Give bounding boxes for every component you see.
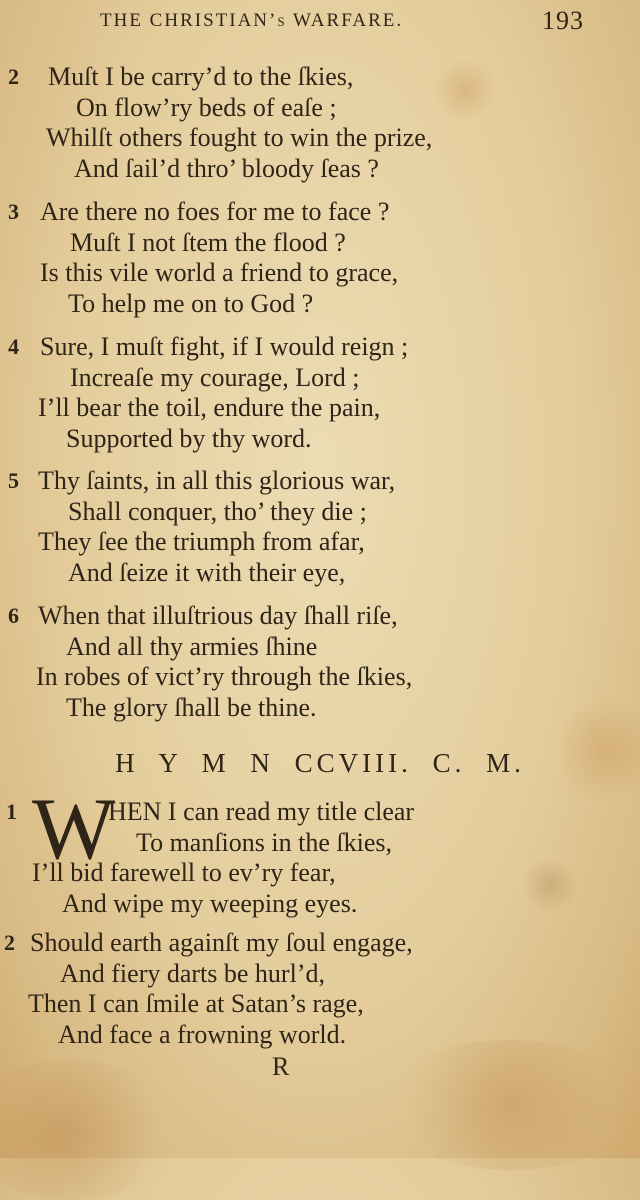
hymn-verse-2 bbox=[0, 928, 640, 1050]
running-head: THE CHRISTIAN’s WARFARE. bbox=[100, 10, 404, 31]
verse-line: And ſail’d thro’ bloody ſeas ? bbox=[74, 153, 379, 183]
verse-line: And all thy armies ſhine bbox=[66, 631, 318, 661]
verse-line: Should earth againſt my ſoul engage, bbox=[30, 928, 413, 957]
verse-line: The glory ſhall be thine. bbox=[66, 692, 317, 722]
verse-line: I’ll bear the toil, endure the pain, bbox=[38, 393, 381, 422]
verse-line: Are there no foes for me to face ? bbox=[40, 197, 390, 226]
verse-6 bbox=[0, 601, 640, 723]
verse-number: 5 bbox=[8, 468, 19, 493]
verse-number: 4 bbox=[8, 334, 19, 359]
verse-line: To manſions in the ſkies, bbox=[136, 827, 392, 857]
verse-line: Sure, I muſt fight, if I would reign ; bbox=[40, 332, 409, 361]
hymn-title: H Y M N CCVIII. C. M. bbox=[115, 748, 525, 778]
verse-number: 3 bbox=[8, 199, 19, 224]
verse-2 bbox=[0, 62, 640, 184]
verse-line: On flow’ry beds of eaſe ; bbox=[76, 92, 337, 122]
verse-3 bbox=[0, 197, 640, 319]
verse-line: Is this vile world a friend to grace, bbox=[40, 258, 399, 287]
verse-number: 2 bbox=[8, 64, 19, 89]
verse-line: Whilſt others fought to win the prize, bbox=[46, 123, 433, 152]
verse-line: And face a frowning world. bbox=[58, 1019, 347, 1049]
signature-mark: R bbox=[272, 1052, 290, 1081]
verse-line: I’ll bid farewell to ev’ry fear, bbox=[32, 858, 336, 887]
verse-line: HEN I can read my title clear bbox=[108, 797, 415, 826]
verse-number: 2 bbox=[4, 930, 15, 955]
page-number: 193 bbox=[542, 6, 584, 35]
verse-line: Then I can ſmile at Satan’s rage, bbox=[28, 989, 364, 1018]
verse-number: 1 bbox=[6, 799, 17, 824]
page-header bbox=[0, 6, 640, 36]
verse-line: And wipe my weeping eyes. bbox=[62, 888, 358, 918]
verse-line: When that illuſtrious day ſhall riſe, bbox=[38, 601, 398, 630]
verse-line: To help me on to God ? bbox=[68, 288, 314, 318]
verse-line: They ſee the triumph from afar, bbox=[38, 527, 365, 556]
verse-line: Thy ſaints, in all this glorious war, bbox=[38, 466, 396, 495]
verse-line: Increaſe my courage, Lord ; bbox=[70, 362, 360, 392]
verse-line: And ſeize it with their eye, bbox=[68, 557, 346, 587]
verse-number: 6 bbox=[8, 603, 19, 628]
verse-line: And fiery darts be hurl’d, bbox=[60, 958, 325, 988]
verse-line: Muſt I be carry’d to the ſkies, bbox=[48, 62, 354, 91]
hymn-verse-1 bbox=[0, 797, 640, 919]
verse-line: Supported by thy word. bbox=[66, 423, 312, 453]
drop-cap: W bbox=[32, 781, 116, 878]
verse-line: Shall conquer, tho’ they die ; bbox=[68, 496, 367, 526]
verse-line: In robes of vict’ry through the ſkies, bbox=[36, 662, 413, 691]
verse-line: Muſt I not ſtem the flood ? bbox=[70, 227, 346, 257]
verse-4 bbox=[0, 332, 640, 454]
verse-5 bbox=[0, 466, 640, 588]
